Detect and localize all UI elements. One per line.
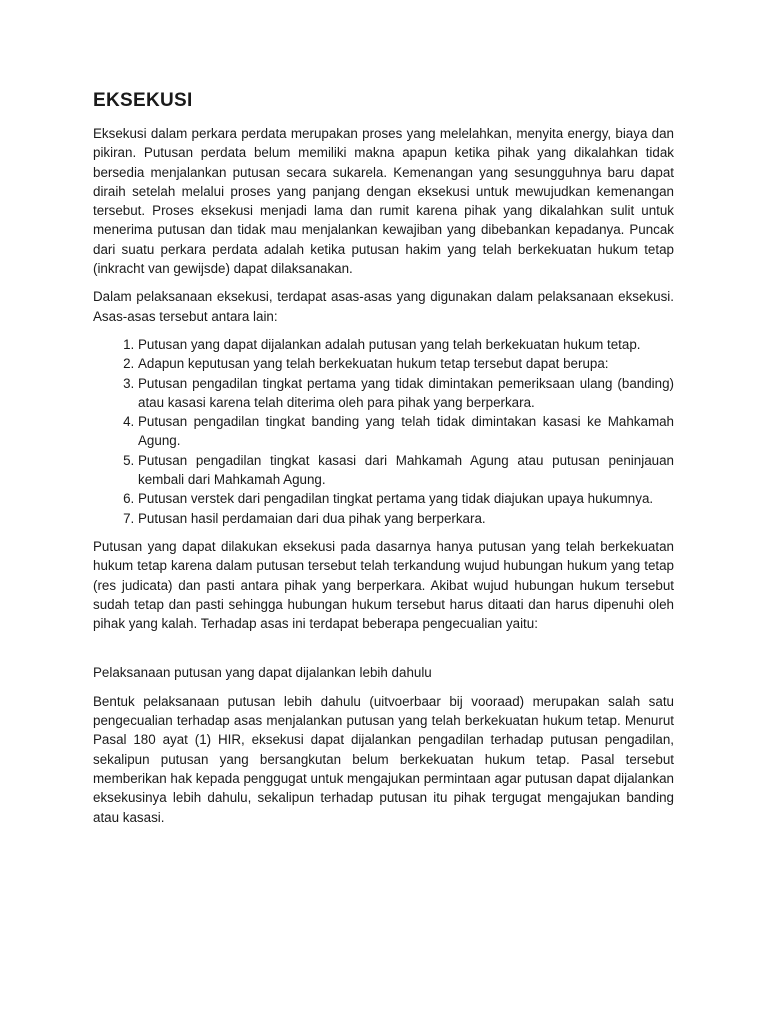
list-item: 5. Putusan pengadilan tingkat kasasi dari Mahkamah Agung atau putusan peninjauan kembali dari Mahkamah Agung. — [138, 451, 674, 490]
list-item: 3. Putusan pengadilan tingkat pertama yang tidak dimintakan pemeriksaan ulang (banding) atau kasasi karena telah diterima oleh para pihak yang berperkara. — [138, 374, 674, 413]
list-item: 4. Putusan pengadilan tingkat banding yang telah tidak dimintakan kasasi ke Mahkamah Agung. — [138, 412, 674, 451]
list-item: 7. Putusan hasil perdamaian dari dua pihak yang berperkara. — [138, 509, 674, 528]
document-page — [93, 88, 674, 836]
list-item: 1. Putusan yang dapat dijalankan adalah putusan yang telah berkekuatan hukum tetap. — [138, 335, 674, 354]
section-subheading: Pelaksanaan putusan yang dapat dijalankan lebih dahulu — [93, 665, 432, 681]
principles-intro-paragraph: Dalam pelaksanaan eksekusi, terdapat asas-asas yang digunakan dalam pelaksanaan eksekusi. Asas-asas tersebut antara lain: — [93, 289, 674, 324]
document-title: EKSEKUSI — [93, 90, 193, 111]
exceptions-paragraph: Putusan yang dapat dilakukan eksekusi pada dasarnya hanya putusan yang telah berkekuatan hukum tetap karena dalam putusan tersebut telah terkandung wujud hubungan hukum yang tetap (res judicata) dan pasti antara pihak yang berperkara. Akibat wujud hubungan hukum tersebut sudah tetap dan pasti sehingga hubungan hukum tersebut harus ditaati dan harus dipenuhi oleh pihak yang kalah. Terhadap asas ini terdapat beberapa pengecualian yaitu: — [93, 538, 674, 632]
intro-paragraph: Eksekusi dalam perkara perdata merupakan proses yang melelahkan, menyita energy, biaya dan pikiran. Putusan perdata belum memiliki makna apapun ketika pihak yang dikalahkan tidak bersedia menjalankan putusan secara sukarela. Kemenangan yang sesungguhnya baru dapat diraih setelah melalui proses yang panjang dengan eksekusi untuk mewujudkan kemenangan tersebut. Proses eksekusi menjadi lama dan rumit karena pihak yang dikalahkan sulit untuk menerima putusan dan tidak mau menjalankan kewajiban yang dibebankan kepadanya. Puncak dari suatu perkara perdata adalah ketika putusan hakim yang telah berkekuatan hukum tetap (inkracht van gewijsde) dapat dilaksanakan. — [93, 126, 674, 277]
list-item: 6. Putusan verstek dari pengadilan tingkat pertama yang tidak diajukan upaya hukumnya. — [138, 489, 674, 508]
principles-list — [93, 335, 674, 528]
final-paragraph: Bentuk pelaksanaan putusan lebih dahulu (uitvoerbaar bij vooraad) merupakan salah satu pengecualian terhadap asas menjalankan putusan yang telah berkekuatan hukum tetap. Menurut Pasal 180 ayat (1) HIR, eksekusi dapat dijalankan pengadilan terhadap putusan pengadilan, sekalipun putusan yang bersangkutan belum berkekuatan hukum tetap. Pasal tersebut memberikan hak kepada penggugat untuk mengajukan permintaan agar putusan dapat dijalankan eksekusinya lebih dahulu, sekalipun terhadap putusan itu pihak tergugat mengajukan banding atau kasasi. — [93, 693, 674, 825]
list-item: 2. Adapun keputusan yang telah berkekuatan hukum tetap tersebut dapat berupa: — [138, 354, 674, 373]
